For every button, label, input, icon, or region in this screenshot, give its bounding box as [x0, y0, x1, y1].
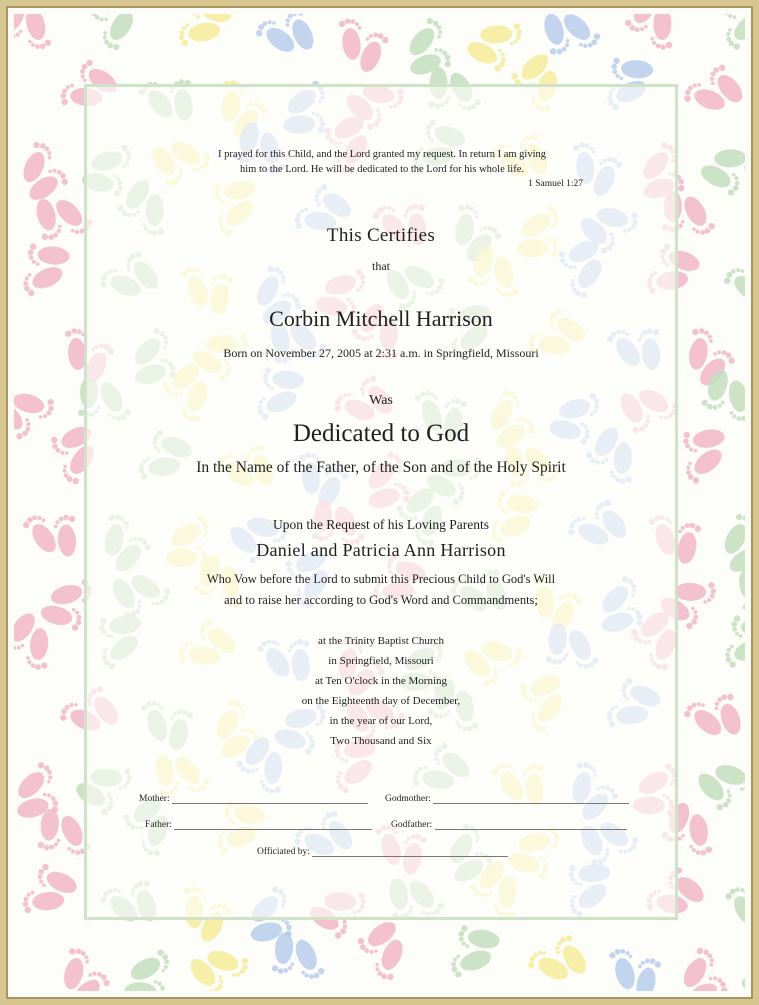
- footprint-pair: [608, 945, 663, 991]
- dedicated-title: Dedicated to God: [292, 420, 470, 447]
- godfather-signature: [391, 819, 627, 830]
- was-text: Was: [369, 393, 393, 408]
- footprint-pair: [706, 14, 745, 55]
- verse-line-1: I prayed for this Child, and the Lord granted my request. In return I am giving: [217, 149, 547, 160]
- verse-reference: 1 Samuel 1:27: [528, 179, 583, 189]
- location-line-3: at Ten O'clock in the Morning: [314, 675, 448, 687]
- footprint-pair: [738, 948, 745, 991]
- footprint-pair: [704, 507, 745, 585]
- footprint-pair: [18, 859, 83, 922]
- request-line: Upon the Request of his Loving Parents: [273, 517, 489, 532]
- godfather-label: Godfather:: [391, 820, 433, 830]
- location-line-5: in the year of our Lord,: [329, 715, 433, 727]
- officiant-signature-line: [312, 846, 508, 857]
- mother-signature: [139, 793, 368, 804]
- birth-details: Born on November 27, 2005 at 2:31 a.m. in Springfield, Missouri: [223, 346, 539, 360]
- footprint-pair: [76, 14, 154, 57]
- footprint-pair: [114, 946, 181, 991]
- child-name: Corbin Mitchell Harrison: [269, 306, 493, 331]
- that-text: that: [372, 259, 390, 273]
- footprint-pair: [717, 610, 745, 670]
- footprint-pair: [521, 922, 599, 991]
- godmother-label: Godmother:: [385, 794, 431, 804]
- footprint-pair: [19, 499, 89, 570]
- footprint-pair: [346, 910, 423, 987]
- footprint-pair: [667, 416, 740, 488]
- footprint-pair: [445, 921, 506, 980]
- godmother-signature-line: [433, 793, 629, 804]
- footprint-pair: [179, 931, 256, 991]
- footprint-pair: [45, 941, 120, 991]
- footprint-pair: [14, 14, 52, 52]
- footprint-pair: [694, 136, 745, 201]
- parents-names: Daniel and Patricia Ann Harrison: [256, 540, 506, 560]
- footprint-pair: [740, 785, 745, 862]
- footprint-pair: [663, 941, 741, 991]
- footprint-pair: [678, 678, 745, 755]
- footprint-pair: [331, 14, 392, 77]
- father-signature-line: [174, 819, 372, 830]
- godmother-signature: [385, 793, 629, 804]
- location-line-2: in Springfield, Missouri: [328, 655, 434, 667]
- footprint-pair: [619, 14, 686, 55]
- father-signature: [145, 819, 372, 830]
- footprint-pair: [250, 14, 327, 72]
- godfather-signature-line: [435, 819, 627, 830]
- mother-signature-line: [172, 793, 368, 804]
- footprint-pair: [722, 873, 745, 942]
- officiant-signature: [257, 846, 508, 857]
- scripture-verse: [167, 147, 597, 177]
- footprint-pair: [14, 236, 78, 299]
- footprint-pair: [677, 53, 745, 130]
- trinity-line: In the Name of the Father, of the Son and of the Holy Spirit: [196, 459, 566, 476]
- certificate-content: [87, 87, 675, 917]
- mother-label: Mother:: [139, 794, 170, 804]
- officiated-label: Officiated by:: [257, 847, 310, 857]
- footprint-pair: [687, 746, 745, 822]
- location-line-6: Two Thousand and Six: [330, 735, 432, 747]
- footprint-pair: [461, 14, 527, 77]
- location-line-4: on the Eighteenth day of December,: [301, 695, 461, 707]
- father-label: Father:: [145, 820, 172, 830]
- footprint-pair: [718, 243, 745, 320]
- vow-line-2: and to raise her according to God's Word and Commandments;: [224, 593, 538, 607]
- location-line-1: at the Trinity Baptist Church: [318, 635, 444, 647]
- verse-line-2: him to the Lord. He will be dedicated to the Lord for his whole life.: [239, 164, 524, 175]
- vow-line-1: Who Vow before the Lord to submit this Precious Child to God's Will: [206, 572, 556, 586]
- certificate-heading: This Certifies: [326, 225, 436, 246]
- footprint-pair: [175, 14, 235, 51]
